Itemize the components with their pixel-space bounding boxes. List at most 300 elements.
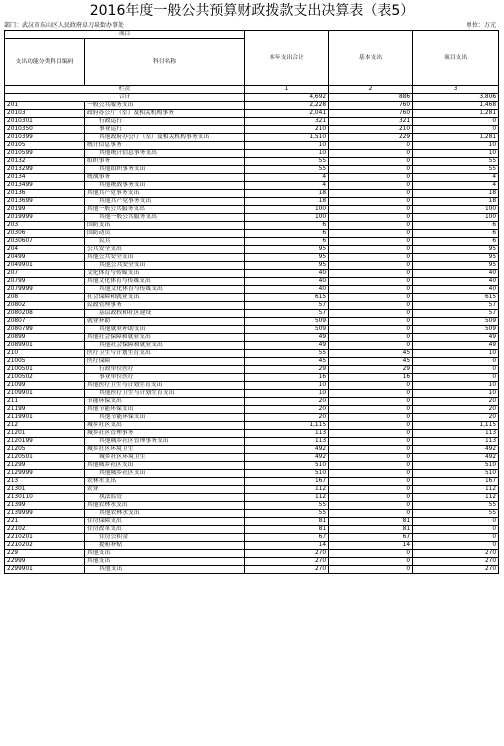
row-code: 20802 — [5, 302, 85, 310]
column-index-label: 栏次 — [5, 86, 245, 94]
row-project: 167 — [413, 478, 499, 486]
table-row — [5, 406, 499, 414]
total-project: 3,806 — [413, 94, 499, 102]
table-row — [5, 102, 499, 110]
row-code: 2013699 — [5, 198, 85, 206]
row-name: 住房公积金 — [85, 534, 245, 542]
row-project: 1,115 — [413, 422, 499, 430]
total-amount: 4,692 — [245, 94, 329, 102]
row-basic: 0 — [329, 206, 413, 214]
row-project: 615 — [413, 294, 499, 302]
row-total: 95 — [245, 246, 329, 254]
row-project: 10 — [413, 390, 499, 398]
row-basic: 321 — [329, 118, 413, 126]
row-basic: 81 — [329, 518, 413, 526]
row-name: 农林水支出 — [85, 478, 245, 486]
row-basic: 0 — [329, 230, 413, 238]
row-code: 2079999 — [5, 286, 85, 294]
row-project: 0 — [413, 374, 499, 382]
row-basic: 0 — [329, 446, 413, 454]
row-basic: 0 — [329, 510, 413, 518]
row-project: 0 — [413, 534, 499, 542]
row-total: 81 — [245, 518, 329, 526]
row-basic: 0 — [329, 494, 413, 502]
row-basic: 0 — [329, 430, 413, 438]
row-code: 2080799 — [5, 326, 85, 334]
header-total: 本年支出合计 — [245, 31, 329, 86]
row-project: 509 — [413, 326, 499, 334]
row-basic: 0 — [329, 486, 413, 494]
row-name: 其他支出 — [85, 566, 245, 574]
table-row — [5, 350, 499, 358]
header-basic: 基本支出 — [329, 31, 413, 86]
row-basic: 0 — [329, 310, 413, 318]
row-name: 其他公共安全支出 — [85, 262, 245, 270]
row-basic: 81 — [329, 526, 413, 534]
row-total: 509 — [245, 318, 329, 326]
row-code: 20306 — [5, 230, 85, 238]
table-row — [5, 430, 499, 438]
row-project: 10 — [413, 150, 499, 158]
row-name: 其他医疗卫生与计划生育支出 — [85, 390, 245, 398]
row-name: 一般公共服务支出 — [85, 102, 245, 110]
row-name: 文化体育与传媒支出 — [85, 270, 245, 278]
row-project: 270 — [413, 550, 499, 558]
row-project: 4 — [413, 182, 499, 190]
row-total: 492 — [245, 454, 329, 462]
row-total: 67 — [245, 534, 329, 542]
row-total: 167 — [245, 478, 329, 486]
row-name: 行政运行 — [85, 118, 245, 126]
row-basic: 0 — [329, 222, 413, 230]
row-basic: 229 — [329, 134, 413, 142]
row-name: 事业单位医疗 — [85, 374, 245, 382]
header-project: 项目支出 — [413, 31, 499, 86]
total-row — [5, 94, 499, 102]
row-project: 95 — [413, 254, 499, 262]
row-name: 其他医疗卫生与计划生育支出 — [85, 382, 245, 390]
row-total: 100 — [245, 206, 329, 214]
row-basic: 0 — [329, 150, 413, 158]
row-name: 住房改革支出 — [85, 526, 245, 534]
row-code: 21205 — [5, 446, 85, 454]
row-code: 20799 — [5, 278, 85, 286]
row-code: 207 — [5, 270, 85, 278]
expenditure-table — [4, 30, 499, 574]
row-name: 政府办公厅（室）及相关机构事务 — [85, 110, 245, 118]
table-row — [5, 510, 499, 518]
row-project: 57 — [413, 310, 499, 318]
row-name: 其他支出 — [85, 558, 245, 566]
row-code: 2109901 — [5, 390, 85, 398]
row-basic: 0 — [329, 558, 413, 566]
row-code: 20136 — [5, 190, 85, 198]
row-project: 6 — [413, 222, 499, 230]
row-total: 10 — [245, 382, 329, 390]
row-project: 57 — [413, 302, 499, 310]
row-basic: 0 — [329, 294, 413, 302]
row-name: 执法监管 — [85, 494, 245, 502]
row-code: 2049901 — [5, 262, 85, 270]
row-code: 20807 — [5, 318, 85, 326]
row-project: 270 — [413, 558, 499, 566]
row-total: 40 — [245, 286, 329, 294]
row-basic: 0 — [329, 382, 413, 390]
row-code: 2120501 — [5, 454, 85, 462]
row-basic: 0 — [329, 550, 413, 558]
table-row — [5, 182, 499, 190]
row-project: 100 — [413, 214, 499, 222]
row-name: 其他共产党事务支出 — [85, 198, 245, 206]
row-total: 18 — [245, 198, 329, 206]
row-project: 112 — [413, 494, 499, 502]
row-total: 49 — [245, 334, 329, 342]
row-code: 2013299 — [5, 166, 85, 174]
row-code: 20134 — [5, 174, 85, 182]
row-total: 10 — [245, 150, 329, 158]
row-code: 2210202 — [5, 542, 85, 550]
row-name: 城乡社区环境卫生 — [85, 454, 245, 462]
row-name: 民兵 — [85, 238, 245, 246]
table-row — [5, 566, 499, 574]
row-code: 2019999 — [5, 214, 85, 222]
row-project: 510 — [413, 462, 499, 470]
row-project: 270 — [413, 566, 499, 574]
row-total: 45 — [245, 358, 329, 366]
table-row — [5, 478, 499, 486]
row-basic: 0 — [329, 478, 413, 486]
table-row — [5, 150, 499, 158]
row-name: 其他政府办公厅（室）及相关机构事务支出 — [85, 134, 245, 142]
row-total: 510 — [245, 462, 329, 470]
row-name: 其他支出 — [85, 550, 245, 558]
unit-label: 单位：万元 — [465, 22, 496, 29]
table-row — [5, 390, 499, 398]
row-basic: 0 — [329, 270, 413, 278]
row-basic: 0 — [329, 566, 413, 574]
row-code: 20103 — [5, 110, 85, 118]
table-row — [5, 254, 499, 262]
table-row — [5, 158, 499, 166]
row-code: 221 — [5, 518, 85, 526]
row-code: 213 — [5, 478, 85, 486]
table-row — [5, 270, 499, 278]
row-total: 210 — [245, 126, 329, 134]
row-code: 21199 — [5, 406, 85, 414]
table-row — [5, 278, 499, 286]
row-code: 211 — [5, 398, 85, 406]
row-basic: 0 — [329, 254, 413, 262]
row-code: 2120199 — [5, 438, 85, 446]
row-total: 2,228 — [245, 102, 329, 110]
row-total: 270 — [245, 550, 329, 558]
row-name: 其他农林水支出 — [85, 510, 245, 518]
table-row — [5, 494, 499, 502]
table-row — [5, 214, 499, 222]
row-project: 20 — [413, 398, 499, 406]
row-project: 492 — [413, 446, 499, 454]
row-total: 270 — [245, 566, 329, 574]
table-row — [5, 334, 499, 342]
row-name: 农业 — [85, 486, 245, 494]
row-project: 55 — [413, 510, 499, 518]
row-total: 2,041 — [245, 110, 329, 118]
row-name: 国防动员 — [85, 230, 245, 238]
table-row — [5, 366, 499, 374]
row-basic: 760 — [329, 102, 413, 110]
row-project: 55 — [413, 158, 499, 166]
row-project: 0 — [413, 366, 499, 374]
row-total: 55 — [245, 502, 329, 510]
table-row — [5, 374, 499, 382]
row-basic: 0 — [329, 302, 413, 310]
row-total: 40 — [245, 270, 329, 278]
row-basic: 0 — [329, 422, 413, 430]
report-meta — [4, 21, 500, 30]
row-code: 20105 — [5, 142, 85, 150]
row-name: 基层政权和社区建设 — [85, 310, 245, 318]
table-row — [5, 342, 499, 350]
row-basic: 0 — [329, 278, 413, 286]
row-name: 医疗卫生与计划生育支出 — [85, 350, 245, 358]
row-name: 其他城乡社区支出 — [85, 462, 245, 470]
row-basic: 0 — [329, 238, 413, 246]
row-code: 2129999 — [5, 470, 85, 478]
table-row — [5, 174, 499, 182]
row-code: 20132 — [5, 158, 85, 166]
table-row — [5, 302, 499, 310]
table-row — [5, 398, 499, 406]
row-name: 就业补助 — [85, 318, 245, 326]
row-name: 城乡社区支出 — [85, 422, 245, 430]
row-project: 55 — [413, 166, 499, 174]
row-code: 22102 — [5, 526, 85, 534]
row-name: 其他统计信息事务支出 — [85, 150, 245, 158]
row-total: 57 — [245, 310, 329, 318]
row-code: 229 — [5, 550, 85, 558]
row-basic: 0 — [329, 438, 413, 446]
row-total: 18 — [245, 190, 329, 198]
table-row — [5, 318, 499, 326]
row-total: 16 — [245, 374, 329, 382]
table-row — [5, 206, 499, 214]
row-project: 95 — [413, 262, 499, 270]
table-row — [5, 414, 499, 422]
row-name: 其他城乡社区支出 — [85, 470, 245, 478]
table-row — [5, 198, 499, 206]
table-row — [5, 486, 499, 494]
row-total: 321 — [245, 118, 329, 126]
row-basic: 0 — [329, 142, 413, 150]
row-name: 其他社会保障和就业支出 — [85, 334, 245, 342]
column-index-row — [5, 86, 499, 94]
table-row — [5, 542, 499, 550]
row-total: 55 — [245, 166, 329, 174]
table-row — [5, 470, 499, 478]
row-basic: 0 — [329, 462, 413, 470]
row-basic: 0 — [329, 190, 413, 198]
row-name: 其他文化体育与传媒支出 — [85, 286, 245, 294]
table-row — [5, 262, 499, 270]
row-code: 21099 — [5, 382, 85, 390]
row-total: 112 — [245, 486, 329, 494]
row-name: 其他农林水支出 — [85, 502, 245, 510]
table-row — [5, 246, 499, 254]
row-name: 国防支出 — [85, 222, 245, 230]
row-project: 40 — [413, 278, 499, 286]
row-basic: 0 — [329, 182, 413, 190]
row-code: 2100502 — [5, 374, 85, 382]
column-index-1: 1 — [245, 86, 329, 94]
table-row — [5, 230, 499, 238]
row-name: 事业运行 — [85, 126, 245, 134]
table-row — [5, 134, 499, 142]
row-name: 其他城乡社区管理事务支出 — [85, 438, 245, 446]
row-name: 其他节能环保支出 — [85, 414, 245, 422]
row-code: 2210201 — [5, 534, 85, 542]
row-basic: 0 — [329, 286, 413, 294]
row-basic: 29 — [329, 366, 413, 374]
row-project: 10 — [413, 350, 499, 358]
row-project: 0 — [413, 518, 499, 526]
row-project: 18 — [413, 198, 499, 206]
row-name: 其他组织事务支出 — [85, 166, 245, 174]
row-total: 615 — [245, 294, 329, 302]
row-code: 21299 — [5, 462, 85, 470]
row-total: 55 — [245, 350, 329, 358]
row-total: 20 — [245, 406, 329, 414]
row-project: 20 — [413, 406, 499, 414]
row-total: 492 — [245, 446, 329, 454]
row-name: 其他公共安全支出 — [85, 254, 245, 262]
table-row — [5, 422, 499, 430]
table-row — [5, 294, 499, 302]
row-basic: 0 — [329, 326, 413, 334]
row-name: 公共安全支出 — [85, 246, 245, 254]
row-project: 49 — [413, 342, 499, 350]
row-total: 509 — [245, 326, 329, 334]
row-basic: 0 — [329, 398, 413, 406]
row-project: 10 — [413, 382, 499, 390]
row-code: 2010301 — [5, 118, 85, 126]
row-code: 204 — [5, 246, 85, 254]
column-index-3: 3 — [413, 86, 499, 94]
row-code: 2089901 — [5, 342, 85, 350]
table-row — [5, 190, 499, 198]
row-code: 21005 — [5, 358, 85, 366]
row-name: 其他一般公共服务支出 — [85, 214, 245, 222]
column-index-2: 2 — [329, 86, 413, 94]
row-name: 节能环保支出 — [85, 398, 245, 406]
row-total: 1,510 — [245, 134, 329, 142]
row-code: 21399 — [5, 502, 85, 510]
table-row — [5, 286, 499, 294]
table-row — [5, 502, 499, 510]
row-basic: 0 — [329, 342, 413, 350]
row-basic: 45 — [329, 350, 413, 358]
total-label: 合计 — [5, 94, 245, 102]
row-total: 29 — [245, 366, 329, 374]
row-total: 10 — [245, 390, 329, 398]
table-row — [5, 126, 499, 134]
row-basic: 0 — [329, 334, 413, 342]
row-name: 统计信息事务 — [85, 142, 245, 150]
table-row — [5, 518, 499, 526]
row-code: 201 — [5, 102, 85, 110]
row-name: 组织事务 — [85, 158, 245, 166]
row-basic: 0 — [329, 318, 413, 326]
row-basic: 0 — [329, 158, 413, 166]
row-code: 2010599 — [5, 150, 85, 158]
report-title: 2016年度一般公共预算财政拨款支出决算表（表5） — [89, 3, 415, 19]
row-code: 2100501 — [5, 366, 85, 374]
table-row — [5, 238, 499, 246]
row-basic: 0 — [329, 502, 413, 510]
row-code: 2130110 — [5, 494, 85, 502]
row-basic: 210 — [329, 126, 413, 134]
row-total: 113 — [245, 430, 329, 438]
row-total: 20 — [245, 398, 329, 406]
row-project: 18 — [413, 190, 499, 198]
row-total: 100 — [245, 214, 329, 222]
row-code: 20499 — [5, 254, 85, 262]
table-row — [5, 550, 499, 558]
row-code: 2030607 — [5, 238, 85, 246]
row-total: 95 — [245, 262, 329, 270]
row-basic: 0 — [329, 414, 413, 422]
row-project: 509 — [413, 318, 499, 326]
row-project: 0 — [413, 118, 499, 126]
row-code: 22999 — [5, 558, 85, 566]
row-total: 14 — [245, 542, 329, 550]
row-code: 210 — [5, 350, 85, 358]
row-code: 20899 — [5, 334, 85, 342]
row-total: 510 — [245, 470, 329, 478]
table-row — [5, 534, 499, 542]
row-total: 6 — [245, 222, 329, 230]
row-total: 81 — [245, 526, 329, 534]
row-basic: 0 — [329, 166, 413, 174]
row-project: 113 — [413, 430, 499, 438]
row-code: 21201 — [5, 430, 85, 438]
row-basic: 0 — [329, 454, 413, 462]
row-basic: 0 — [329, 406, 413, 414]
row-total: 6 — [245, 230, 329, 238]
row-project: 0 — [413, 126, 499, 134]
row-name: 提租补贴 — [85, 542, 245, 550]
row-code: 2119901 — [5, 414, 85, 422]
row-name: 其他就业补助支出 — [85, 326, 245, 334]
header-item: 项目 — [5, 31, 245, 39]
row-project: 100 — [413, 206, 499, 214]
row-project: 1,281 — [413, 110, 499, 118]
row-basic: 14 — [329, 542, 413, 550]
row-total: 95 — [245, 254, 329, 262]
table-row — [5, 222, 499, 230]
row-name: 统战事务 — [85, 174, 245, 182]
row-total: 57 — [245, 302, 329, 310]
row-project: 112 — [413, 486, 499, 494]
table-row — [5, 454, 499, 462]
row-name: 住房保障支出 — [85, 518, 245, 526]
table-row — [5, 446, 499, 454]
row-code: 2013499 — [5, 182, 85, 190]
row-code: 212 — [5, 422, 85, 430]
row-project: 10 — [413, 142, 499, 150]
row-project: 0 — [413, 358, 499, 366]
row-total: 55 — [245, 510, 329, 518]
row-name: 其他文化体育与传媒支出 — [85, 278, 245, 286]
